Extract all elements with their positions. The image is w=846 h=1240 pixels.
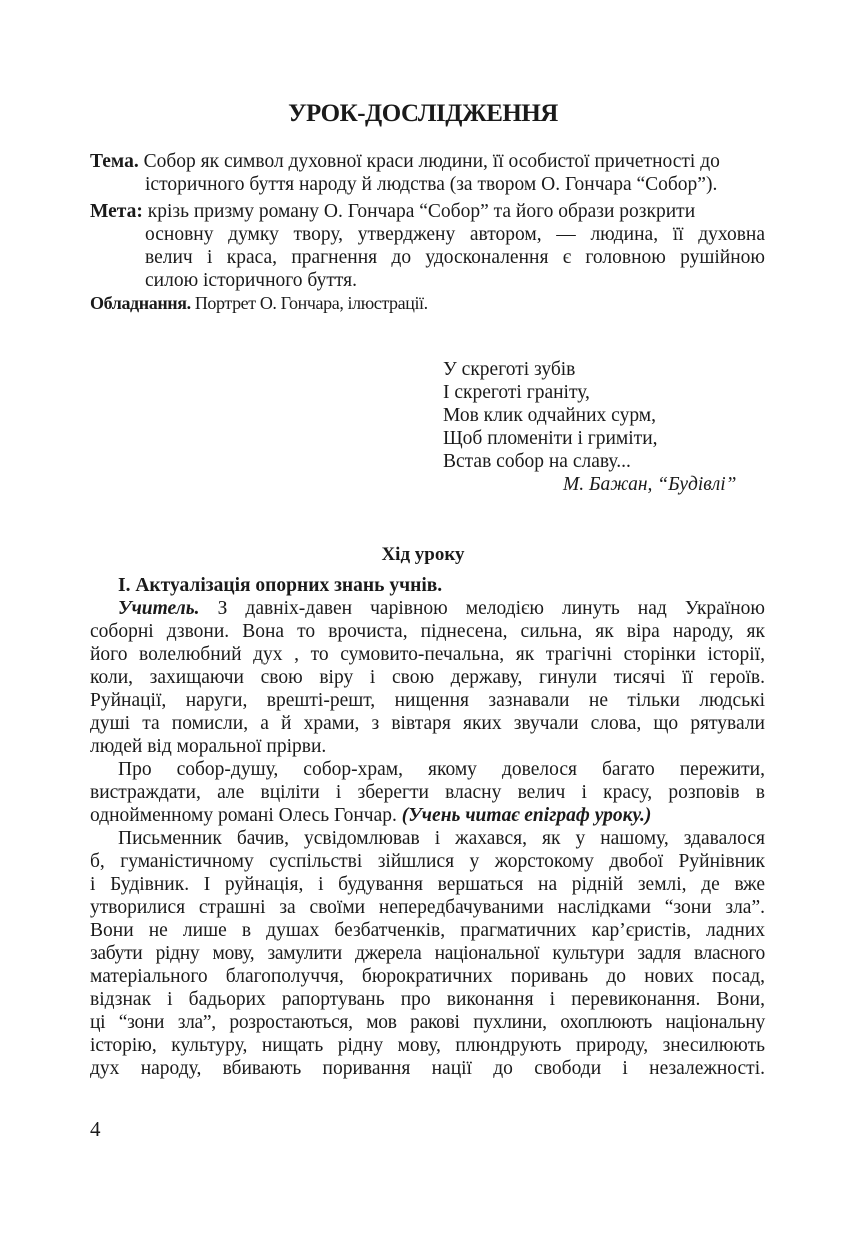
lesson-theme: [90, 150, 765, 196]
paragraph-text: однойменному романі Олесь Гончар.: [90, 805, 397, 826]
paragraph-line: ці “зони зла”, розростаються, мов ракові пухлини, охоплюють національну: [90, 1012, 765, 1033]
lesson-theme-label: Тема.: [90, 151, 139, 172]
paragraph-line: Вони не лише в душах безбатченків, прагматичних кар’єристів, ладних: [90, 920, 765, 941]
subheading: І. Актуалізація опорних знань учнів.: [118, 575, 443, 596]
paragraph-line: коли, захищаючи свою віру і свою державу, гинули тисячі її героїв.: [90, 667, 765, 688]
lesson-goal-label: Мета:: [90, 201, 143, 222]
lesson-goal-text: крізь призму роману О. Гончара “Собор” та його образи розкрити: [147, 201, 696, 222]
paragraph-line: забути рідну мову, замулити джерела національної культури задля власного: [90, 943, 765, 964]
lesson-equipment-text: Портрет О. Гончара, ілюстрації.: [194, 293, 428, 313]
epigraph-line: Встав собор на славу...: [443, 451, 631, 472]
paragraph-line: відзнак і бадьорих рапортувань про виконання і перевиконання. Вони,: [90, 989, 765, 1010]
paragraph-line: душі та помисли, а й храми, з вівтаря яких звучали слова, що рятували: [90, 713, 765, 734]
section-title: Хід уроку: [381, 544, 465, 565]
epigraph-author: М. Бажан, “Будівлі”: [563, 474, 737, 495]
lesson-goal: [90, 200, 765, 292]
page-number: 4: [90, 1117, 101, 1141]
lesson-theme-text: [90, 150, 765, 173]
paragraph-line: людей від моральної прірви.: [90, 736, 327, 757]
paragraph-line: утворилися страшні за своїми непередбачуваними наслідками “зони зла”.: [90, 897, 765, 918]
paragraph-line: і Будівник. І руйнація, і будування вершаться на рідній землі, де вже: [90, 874, 765, 895]
paragraph-line: дух народу, вбивають поривання нації до свободи і незалежності.: [90, 1058, 765, 1079]
paragraph-text: З давніх-давен чарівною мелодією линуть над Україною: [217, 598, 766, 619]
lesson-theme-line: історичного буття народу й людства (за твором О. Гончара “Собор”).: [145, 174, 718, 195]
paragraph-line: [90, 597, 765, 620]
lesson-goal-line: велич і краса, прагнення до удосконалення є головною рушійною: [145, 247, 765, 268]
epigraph: [443, 358, 737, 496]
lesson-equipment: [90, 292, 765, 315]
paragraph-line: соборні дзвони. Вона то врочиста, піднесена, сильна, як віра народу, як: [90, 621, 765, 642]
paragraph-line: Руйнації, наруги, врешті-решт, нищення зазнавали не тільки людські: [90, 690, 765, 711]
paragraph-line: б, гуманістичному суспільстві зійшлися у жорстокому двобої Руйнівник: [90, 851, 765, 872]
page-title: УРОК-ДОСЛІДЖЕННЯ: [288, 100, 558, 127]
paragraph-line: вистраждати, але вціліти і зберегти власну велич і красу, розповів в: [90, 782, 765, 803]
epigraph-line: Щоб пломеніти і гриміти,: [443, 428, 658, 449]
paragraph-line: історію, культуру, нищать рідну мову, плюндрують природу, знесилюють: [90, 1035, 765, 1056]
paragraph-line: його волелюбний дух , то сумовито-печальна, як трагічні сторінки історії,: [90, 644, 765, 665]
epigraph-line: І скреготі граніту,: [443, 382, 590, 403]
paragraph-line: Про собор-душу, собор-храм, якому довелося багато пережити,: [118, 759, 765, 780]
paragraph-line: Письменник бачив, усвідомлював і жахався, як у нашому, здавалося: [118, 828, 765, 849]
lesson-goal-line: [90, 200, 765, 223]
lesson-theme-line: Собор як символ духовної краси людини, її особистої причетності до: [143, 151, 720, 172]
lesson-equipment-label: Обладнання.: [90, 293, 191, 313]
teacher-label: Учитель.: [118, 598, 200, 619]
epigraph-line: У скреготі зубів: [443, 359, 576, 380]
lesson-goal-line: силою історичного буття.: [145, 270, 357, 291]
lesson-goal-line: основну думку твору, утверджену автором, — людина, її духовна: [145, 224, 765, 245]
lesson-body: [90, 574, 765, 1080]
paragraph-line: матеріального благополуччя, бюрократичних поривань до нових посад,: [90, 966, 765, 987]
stage-direction: (Учень читає епіграф уроку.): [401, 805, 652, 826]
epigraph-line: Мов клик одчайних сурм,: [443, 405, 656, 426]
paragraph-line: [90, 804, 765, 827]
